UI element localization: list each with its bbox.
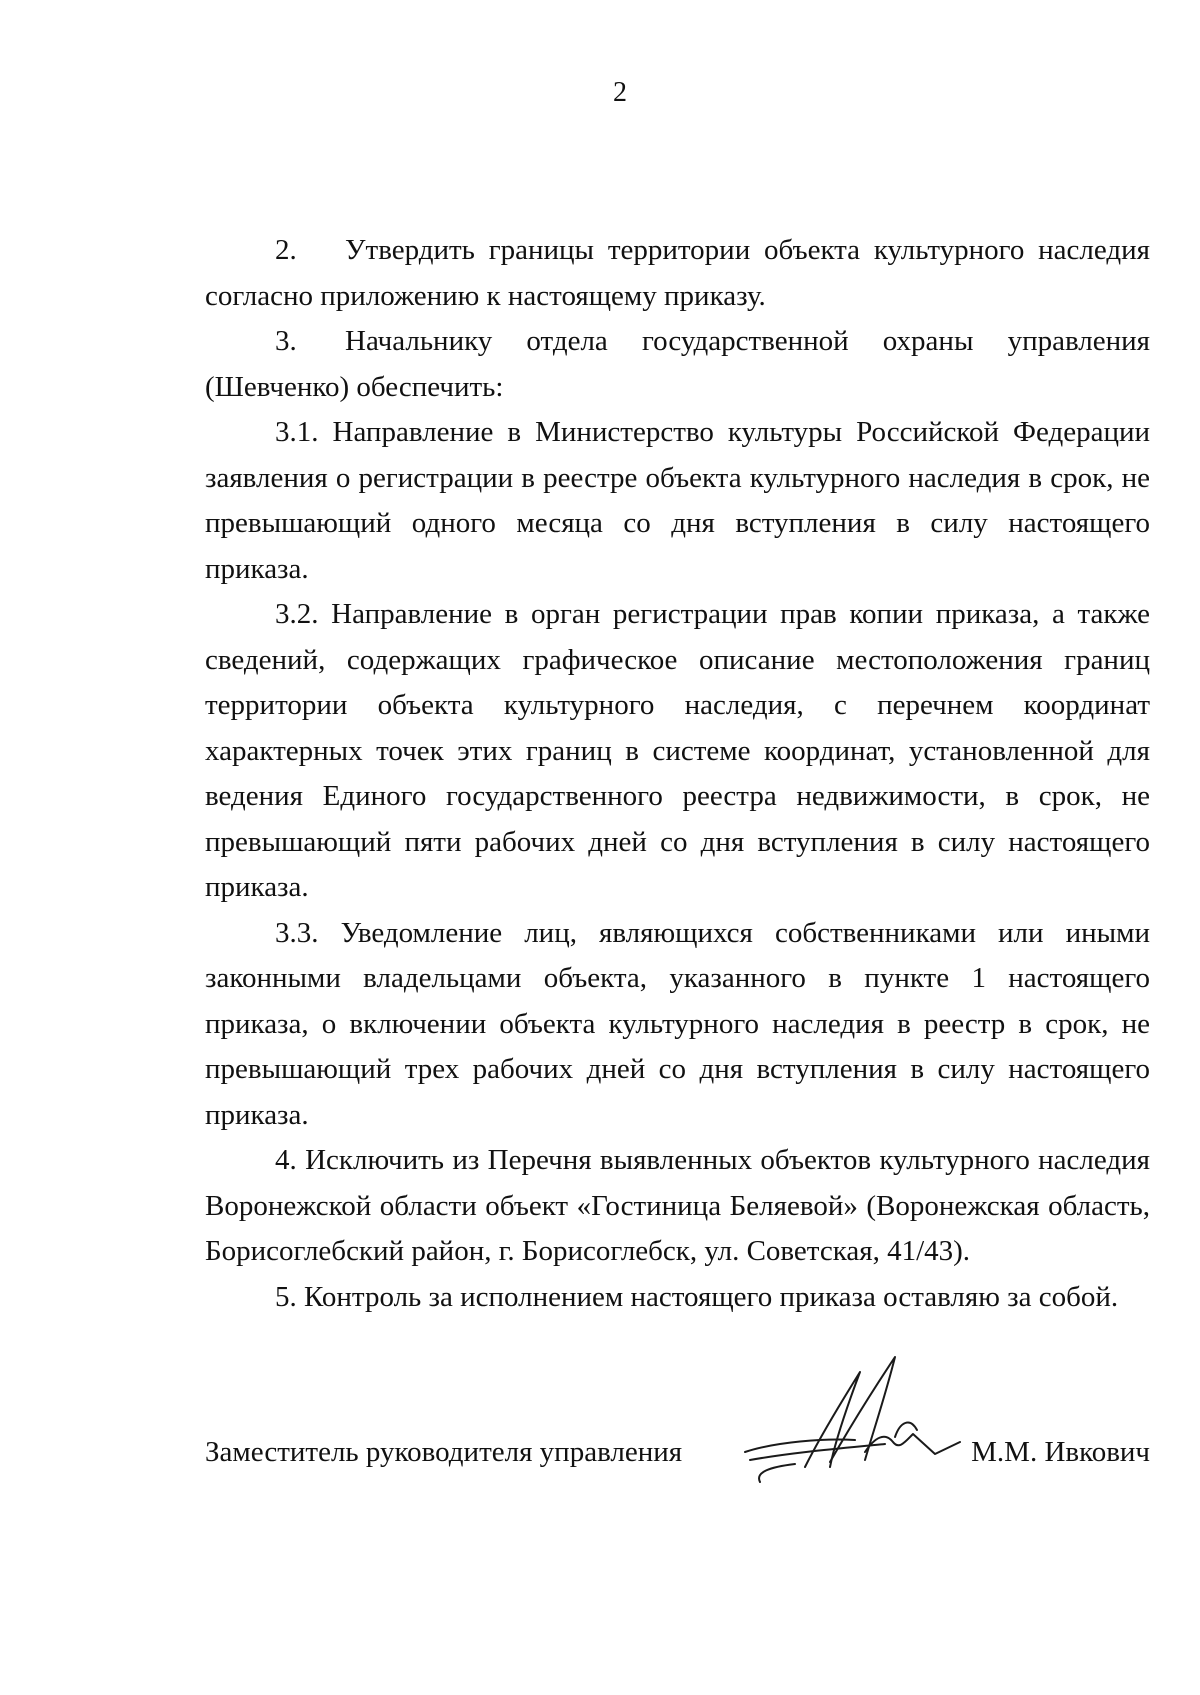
- signatory-position: Заместитель руководителя управления: [205, 1436, 683, 1468]
- paragraph-3-text: Начальнику отдела государственной охраны управления (Шевченко) обеспечить:: [205, 325, 1150, 403]
- paragraph-3-number: 3.: [275, 325, 297, 357]
- paragraph-3-1: 3.1. Направление в Министерство культуры Российской Федерации заявления о регистрации в реестре объекта культурного наследия в срок, не превышающий одного месяца со дня вступления в силу настоящего приказа.: [205, 416, 1150, 585]
- paragraph-2: [205, 228, 1150, 319]
- document-body: [205, 228, 1150, 1320]
- paragraph-2-number: 2.: [275, 234, 297, 266]
- paragraph-2-text: Утвердить границы территории объекта культурного наследия согласно приложению к настоящему приказу.: [205, 234, 1150, 312]
- paragraph-5: 5. Контроль за исполнением настоящего приказа оставляю за собой.: [275, 1280, 1119, 1313]
- page-number: 2: [613, 77, 627, 108]
- paragraph-4: 4. Исключить из Перечня выявленных объектов культурного наследия Воронежской области объект «Гостиница Беляевой» (Воронежская область, Борисоглебский район, г. Борисоглебск, ул. Советская, 41/43).: [205, 1144, 1150, 1267]
- paragraph-3: [205, 319, 1150, 410]
- signature-block: [205, 1432, 1150, 1502]
- handwritten-signature-icon: [735, 1342, 965, 1492]
- signatory-name: М.М. Ивкович: [971, 1436, 1150, 1468]
- paragraph-3-2: 3.2. Направление в орган регистрации прав копии приказа, а также сведений, содержащих графическое описание местоположения границ территории объекта культурного наследия, с перечнем координат характерных точек этих границ в системе координат, установленной для ведения Единого государственного реестра недвижимости, в срок, не превышающий пяти рабочих дней со дня вступления в силу настоящего приказа.: [205, 598, 1150, 903]
- paragraph-3-3: 3.3. Уведомление лиц, являющихся собственниками или иными законными владельцами объекта, указанного в пункте 1 настоящего приказа, о включении объекта культурного наследия в реестр в срок, не превышающий трех рабочих дней со дня вступления в силу настоящего приказа.: [205, 916, 1150, 1131]
